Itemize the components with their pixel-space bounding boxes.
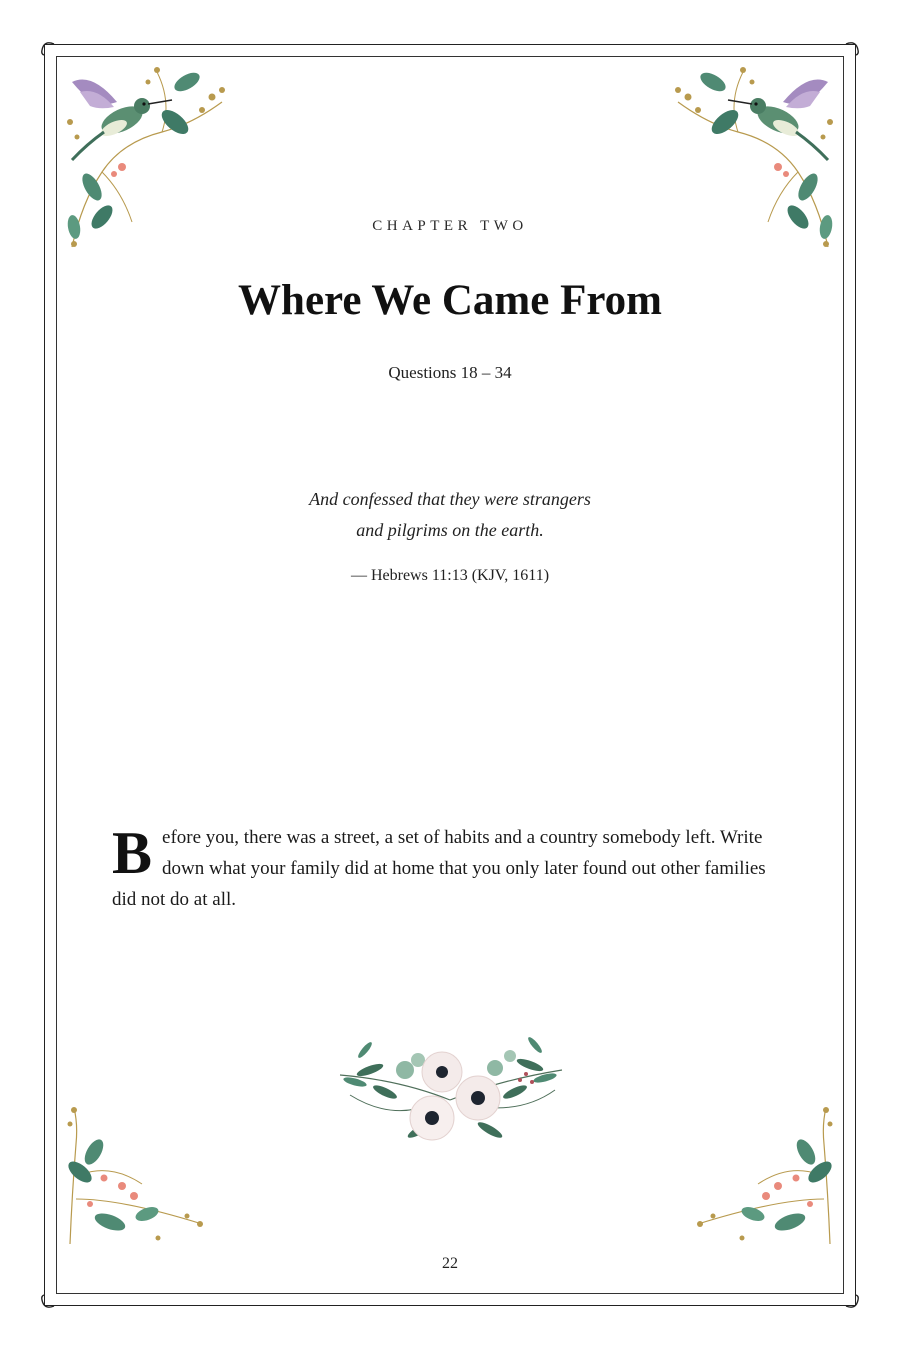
body-paragraph [112, 822, 792, 915]
question-range: Questions 18 – 34 [388, 363, 512, 382]
frame-corner-hook-icon [38, 1294, 56, 1312]
floral-sprig-icon [62, 1104, 212, 1249]
floral-sprig-icon [688, 1104, 838, 1249]
epigraph-line: and pilgrims on the earth. [356, 520, 544, 540]
drop-cap: B [112, 820, 153, 886]
frame-corner-hook-icon [844, 38, 862, 56]
chapter-title: Where We Came From [238, 277, 662, 324]
frame-corner-hook-icon [38, 38, 56, 56]
epigraph-line: And confessed that they were strangers [309, 489, 591, 509]
body-text: efore you, there was a street, a set of habits and a country somebody left. Write down what your family did at home that you only later found out other families did not do at all. [112, 827, 766, 910]
frame-corner-hook-icon [844, 1294, 862, 1312]
anemone-bouquet-icon [330, 1020, 570, 1150]
page-number: 22 [442, 1255, 458, 1272]
chapter-label: CHAPTER TWO [372, 218, 528, 234]
epigraph [0, 484, 900, 546]
epigraph-citation: — Hebrews 11:13 (KJV, 1611) [350, 567, 550, 584]
